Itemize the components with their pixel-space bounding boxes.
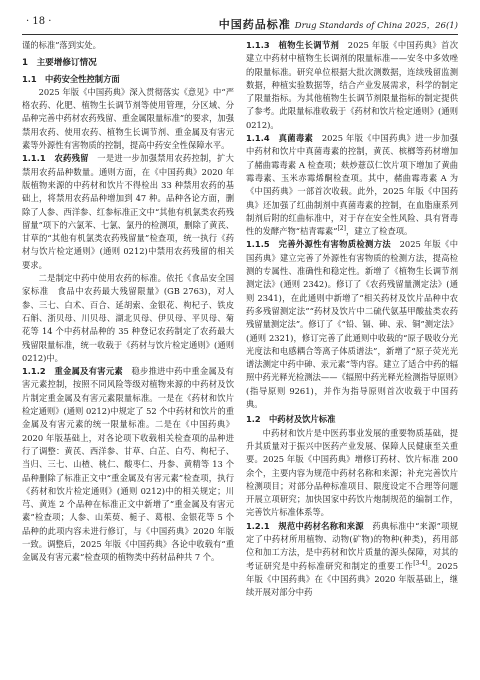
paragraph-text: 2025 年版《中国药典》首次建立中药材中植物生长调剂的限量标准——安冬中多效唑的限量标准。研究单位根据大批次测数据，连续残留监测数据，种植实验数据等，结合产业发展需求，科学的制定了限量指标。为其他植物生长调节剂限量指标的制定提供了参考。此限量标准收载于《药材和饮片检定通则》(通则 0212)。 [246,40,458,130]
paragraph-text-tail: ，建立了检查项。 [345,226,413,237]
citation-ref: [3-4] [413,559,428,567]
paragraph-text-tail: 。2025 年版《中国药典》在《中国药典》2020 年版基础上，继续开展对部分中药 [246,560,458,598]
paragraph-pesticide-standard: 二是制定中药中使用农药的标准。依托《食品安全国家标准 食品中农药最大残留限量》(GB 2763)，对人参、三七、白术、百合、延胡索、金银花、枸杞子、铁皮石斛、浙贝母、川贝母、湖北贝母、伊贝母、平贝母、菊花等 14 个中药材品种的 35 种登记农药制定了农药最大残留限量标准，统一收载于《药材与饮片检定通则》(通则 0212)中。 [22,273,234,363]
paragraph-detection-methods [246,238,458,411]
paragraph-text: 2025 年版《中国药典》建立完善了外源性有害物质的检测方法，提高检测的专属性、准确性和稳定性。新增了《植物生长调节剂测定法》(通则 2342)。修订了《农药残留量测定法》(通则 2341)，在此通则中新增了“相关药材及饮片品种中农药多残留测定法”“药材及饮片中二硫代氨基甲酸盐类农药残留量测定法”。修订了《“铅、镉、砷、汞、铜”测定法》(通则 2321)，修订完善了此通则中收载的“原子吸收分光光度法和电感耦合等离子体质谱法”，新增了“原子荧光光谱法测定中药中砷、汞元素”等内容。建立了适合中药的辐照中药光释光检测法——《辐照中药光释光检测指导原则》(指导原则 9261)，并作为指导原则首次收载于中国药典。 [246,239,458,410]
subsection-heading-1-2: 1.2 中药材及饮片标准 [246,414,336,425]
paragraph-text: 稳步推进中药中重金属及有害元素控制，按照不同风险等级对植物来源的中药材及饮片制定重金属及有害元素限量标准。一是在《药材和饮片检定通则》(通则 0212)中规定了 52 个中药材和饮片的重金属及有害元素的统一限量标准。二是在《中国药典》2020 年版基础上，对各论项下收载相关检查项的品种进行了调整：黄芪、西洋参、甘草、白芷、白芍、枸杞子、当归、三七、山楂、桃仁、酸枣仁、丹参、黄精等 13 个品种删除了标准正文中“重金属及有害元素”检查项，执行《药材和饮片检定通则》(通则 0212)中的相关规定；川芎、黄连 2 个品种在标准正文中新增了“重金属及有害元素”检查项；人参、山茱萸、栀子、葛根、金银花等 5 个品种的此项内容未进行修订，与《中国药典》2020 年版一致。调整后，2025 年版《中国药典》各论中收载有“重金属及有害元素”检查项的植物类中药材品种共 7 个。 [22,366,234,563]
paragraph-name-source [246,520,458,600]
page-header [22,14,458,35]
subsection-heading-1-1-5: 1.1.5 完善外源性有害物质检测方法 [246,239,391,250]
journal-name: 中国药品标准 [218,18,291,31]
paragraph-growth-regulator [246,39,458,132]
paragraph-text: 一是进一步加强禁用农药控制，扩大禁用农药品种数量。通则方面，在《中国药典》2020 年版植物来源的中药材和饮片不得检出 33 种禁用农药的基础上，将禁用农药品种增加到 47 种。品种各论方面，删除了人参、西洋参、红参标准正文中“其他有机氯类农药残留量”项下的六氯苯、七氯、氯丹的检测项，删除了黄芪、甘草的“其他有机氯类农药残留量”检查项，统一执行《药材与饮片检定通则》(通则 0212)中禁用农药残留的相关要求。 [22,153,234,270]
subsection-heading-1-1-3: 1.1.3 植物生长调节剂 [246,40,340,50]
paragraph-mycotoxin [246,132,458,238]
citation-ref: [2] [337,225,346,233]
section-heading-1: 1 主要增修订情况 [22,58,97,69]
paragraph-text: 2025 年版《中国药典》进一步加强中药材和饮片中真菌毒素的控制，黄芪、槟榔等药材增加了赭曲霉毒素 A 检查项；麸炒薏苡仁饮片项下增加了黄曲霉毒素、玉米赤霉烯酮检查项。其中，赭曲霉毒素 A 为《中国药典》一部首次收载。此外，2025 年版《中国药典》还加强了红曲制剂中真菌毒素的控制，在血脂康系列制剂后附的红曲标准中，对于存在安全性风险、具有肾毒性的发酵产物“桔青霉素” [246,133,458,237]
paragraph-text: 药典标准中“来源”项规定了中药材所用植物、动物(矿物)的物种(种类)，药用部位和加工方法，是中药材和饮片质量的源头保障，对其的考证研究是中药标准研究和制定的重要工作 [246,520,458,571]
paragraph-herbal-standards: 中药材和饮片是中医药事业发展的重要物质基础，提升其质量对于振兴中医药产业发展、保障人民健康至关重要。2025 年版《中国药典》增修订药材、饮片标准 200 余个，主要内容为规范中药材名称和来源；补充完善饮片检测项目；对部分品种标准项目、限度设定不合理等问题开展立项研究；加快国家中药饮片炮制规范的编制工作，完善饮片标准体系等。 [246,427,458,518]
subsection-heading-1-1-1: 1.1.1 农药残留 [22,153,89,164]
paragraph-pesticide-residue [22,152,234,272]
running-head [219,16,458,32]
subsection-heading-1-1-4: 1.1.4 真菌毒素 [246,133,314,144]
right-column [246,39,458,599]
page-number: · 18 · [26,16,52,27]
paragraph-heavy-metals [22,365,234,564]
two-column-body [22,39,458,599]
left-column [22,39,234,599]
subsection-heading-1-1-2: 1.1.2 重金属及有害元素 [22,366,123,377]
paragraph-safety-intro: 2025 年版《中国药典》深入贯彻落实《意见》中“严格农药、化肥、植物生长调节剂等使用管理，分区域、分品种完善中药材农药残留、重金属限量标准”的要求，加强禁用农药、使用农药、植物生长调节剂、重金属及有害元素等外源性有害物质的控制，提高中药安全性保障水平。 [22,86,234,151]
paragraph-continuation: 谨的标准”落到实处。 [22,40,101,50]
subsection-heading-1-1: 1.1 中药安全性控制方面 [22,73,120,84]
journal-citation: Drug Standards of China 2025，26(1) [294,21,458,31]
subsection-heading-1-2-1: 1.2.1 规范中药材名称和来源 [246,520,364,531]
